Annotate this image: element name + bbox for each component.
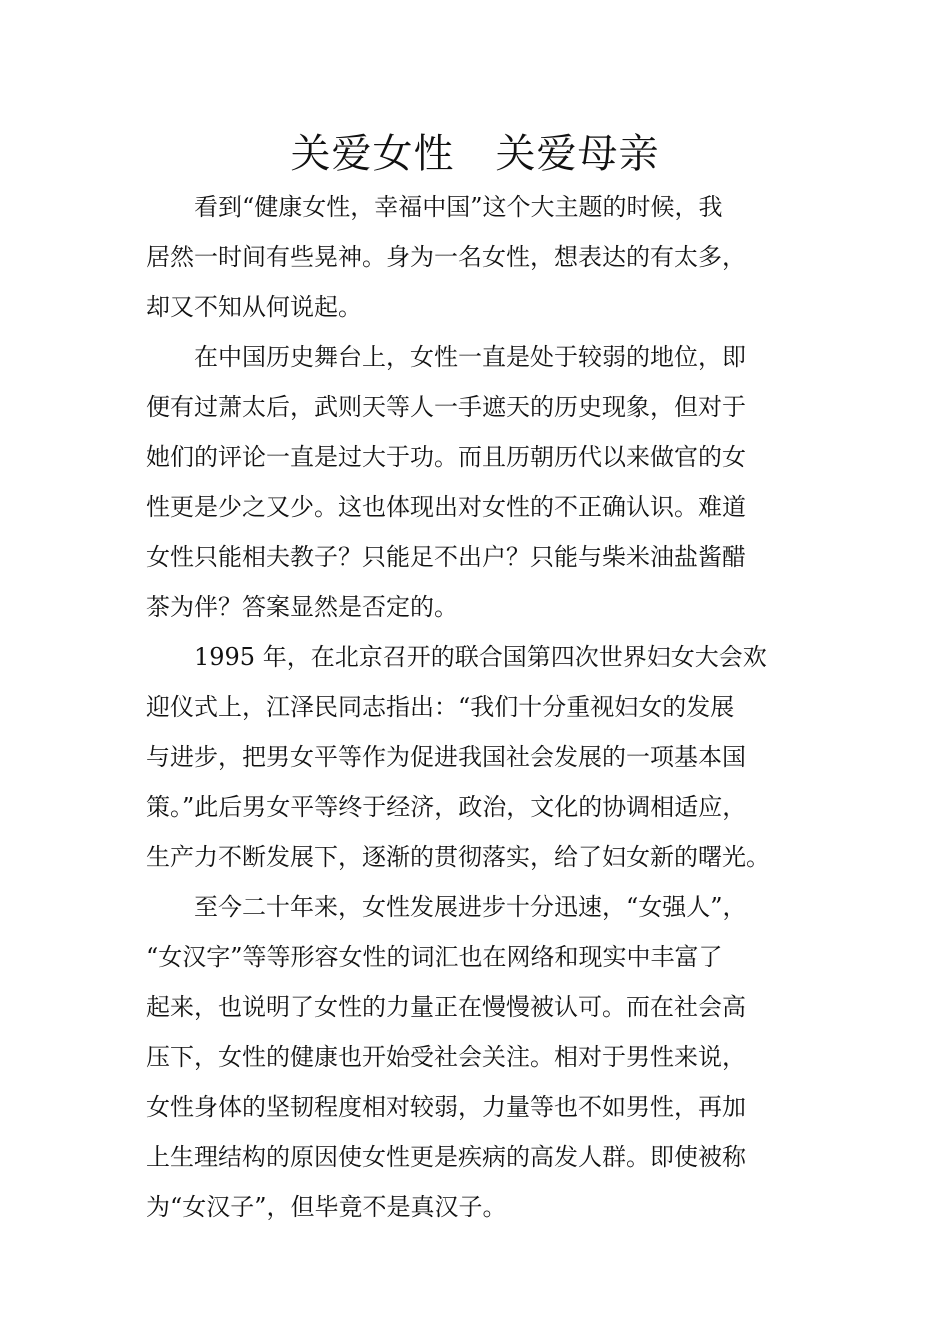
text-line: 1995 年，在北京召开的联合国第四次世界妇女大会欢 — [194, 643, 767, 671]
text-line: 为“女汉子”，但毕竟不是真汉子。 — [146, 1193, 507, 1221]
text-line: 与进步，把男女平等作为促进我国社会发展的一项基本国 — [146, 743, 746, 771]
paragraph-2 — [146, 332, 806, 632]
text-line: 茶为伴？答案显然是否定的。 — [146, 593, 458, 621]
text-line: 起来，也说明了女性的力量正在慢慢被认可。而在社会高 — [146, 993, 746, 1021]
text-line: 迎仪式上，江泽民同志指出：“我们十分重视妇女的发展 — [146, 693, 735, 721]
text-line: 便有过萧太后，武则天等人一手遮天的历史现象，但对于 — [146, 393, 746, 421]
paragraph-4 — [146, 882, 806, 1232]
document-title: 关爱女性 关爱母亲 — [290, 131, 660, 177]
text-line: 却又不知从何说起。 — [146, 293, 362, 321]
text-line: 看到“健康女性，幸福中国”这个大主题的时候，我 — [194, 193, 723, 221]
text-line: 上生理结构的原因使女性更是疾病的高发人群。即使被称 — [146, 1143, 746, 1171]
text-line: 压下，女性的健康也开始受社会关注。相对于男性来说， — [146, 1043, 746, 1071]
text-line: 在中国历史舞台上，女性一直是处于较弱的地位，即 — [194, 343, 746, 371]
paragraph-1 — [146, 182, 806, 332]
text-line: 女性身体的坚韧程度相对较弱，力量等也不如男性，再加 — [146, 1093, 746, 1121]
document-body — [146, 182, 806, 1232]
paragraph-3 — [146, 632, 806, 882]
text-line: “女汉字”等等形容女性的词汇也在网络和现实中丰富了 — [146, 943, 723, 971]
text-line: 女性只能相夫教子？只能足不出户？只能与柴米油盐酱醋 — [146, 543, 746, 571]
text-line: 策。”此后男女平等终于经济，政治，文化的协调相适应， — [146, 793, 747, 821]
text-line: 至今二十年来，女性发展进步十分迅速，“女强人”， — [194, 893, 747, 921]
text-line: 居然一时间有些晃神。身为一名女性，想表达的有太多， — [146, 243, 746, 271]
text-line: 性更是少之又少。这也体现出对女性的不正确认识。难道 — [146, 493, 746, 521]
text-line: 生产力不断发展下，逐渐的贯彻落实，给了妇女新的曙光。 — [146, 843, 770, 871]
text-line: 她们的评论一直是过大于功。而且历朝历代以来做官的女 — [146, 443, 746, 471]
